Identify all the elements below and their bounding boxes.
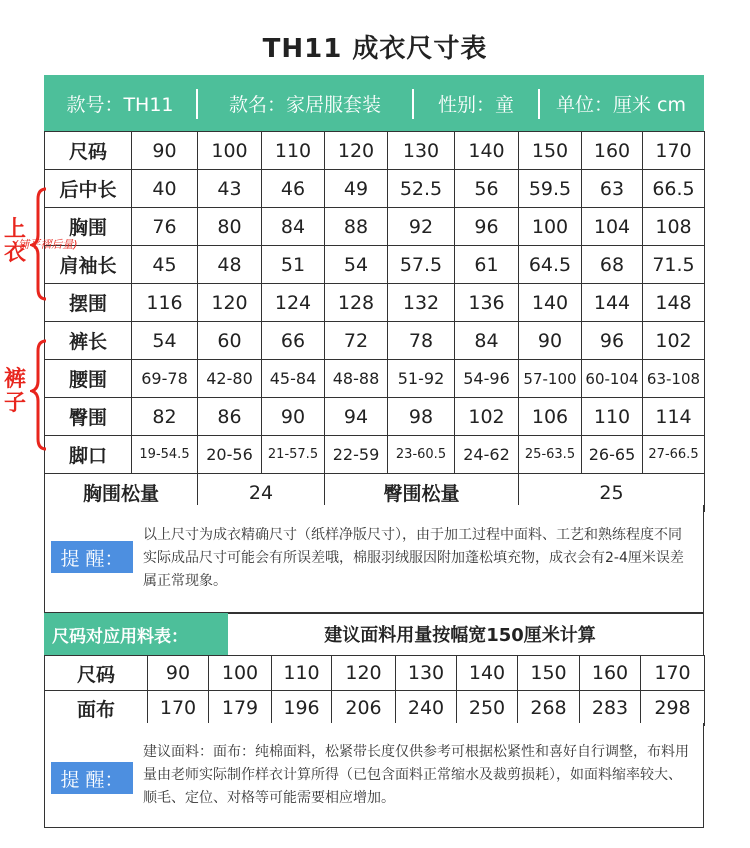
table-row: [45, 284, 705, 322]
value-cell: 104: [582, 208, 643, 246]
size-cell: 120: [325, 132, 388, 170]
value-cell: 140: [519, 284, 582, 322]
fabric-size-cell: 120: [332, 656, 396, 691]
fabric-size-cell: 130: [396, 656, 457, 691]
fabric-size-cell: 100: [209, 656, 272, 691]
value-cell: 108: [643, 208, 705, 246]
style-name: 款名：家居服套装: [228, 94, 381, 116]
fabric-value-cell: 298: [641, 691, 705, 726]
value-cell: 40: [132, 170, 198, 208]
value-cell: 136: [455, 284, 519, 322]
hip-ease-label: 臀围松量: [325, 474, 519, 512]
row-label: 后中长: [45, 170, 132, 208]
value-cell: 94: [325, 398, 388, 436]
value-cell: 51: [262, 246, 325, 284]
value-cell: 66.5: [643, 170, 705, 208]
pants-brace-icon: [32, 341, 46, 449]
value-cell: 63-108: [643, 360, 705, 398]
value-cell: 102: [643, 322, 705, 360]
value-cell: 124: [262, 284, 325, 322]
size-cell: 90: [132, 132, 198, 170]
value-cell: 60-104: [582, 360, 643, 398]
fabric-size-cell: 110: [272, 656, 332, 691]
fabric-heading: 建议面料用量按幅宽150厘米计算: [324, 625, 596, 646]
chest-ease-value: 24: [198, 474, 325, 512]
value-cell: 128: [325, 284, 388, 322]
value-cell: 96: [455, 208, 519, 246]
value-cell: 51-92: [388, 360, 455, 398]
value-cell: 57-100: [519, 360, 582, 398]
value-cell: 24-62: [455, 436, 519, 474]
size-cell: 100: [198, 132, 262, 170]
value-cell: 43: [198, 170, 262, 208]
fabric-size-cell: 90: [148, 656, 209, 691]
reminder-text: 以上尺寸为成衣精确尺寸（纸样净版尺寸），由于加工过程中面料、工艺和熟练程度不同实际成品尺寸可能会有所误差哦，棉服羽绒服因附加蓬松填充物，成衣会有2-4厘米误差属正常现象。: [143, 527, 684, 589]
value-cell: 54: [325, 246, 388, 284]
value-cell: 52.5: [388, 170, 455, 208]
value-cell: 69-78: [132, 360, 198, 398]
value-cell: 100: [519, 208, 582, 246]
pants-side-label: [4, 368, 28, 416]
fabric-tab: 尺码对应用料表：: [44, 613, 228, 655]
brace-lines: [30, 185, 50, 455]
fabric-size-cell: 170: [641, 656, 705, 691]
top-side-note: (铺平褶后量): [14, 238, 78, 251]
value-cell: 63: [582, 170, 643, 208]
unit: 单位：厘米 cm: [556, 94, 686, 116]
value-cell: 120: [198, 284, 262, 322]
fabric-size-row: [45, 656, 705, 691]
value-cell: 48-88: [325, 360, 388, 398]
size-cell: 150: [519, 132, 582, 170]
value-cell: 110: [582, 398, 643, 436]
value-cell: 25-63.5: [519, 436, 582, 474]
value-cell: 84: [455, 322, 519, 360]
row-label: 臀围: [45, 398, 132, 436]
size-cell: 160: [582, 132, 643, 170]
value-cell: 66: [262, 322, 325, 360]
chest-ease-label: 胸围松量: [45, 474, 198, 512]
value-cell: 96: [582, 322, 643, 360]
fabric-value-cell: 196: [272, 691, 332, 726]
value-cell: 20-56: [198, 436, 262, 474]
value-cell: 46: [262, 170, 325, 208]
row-label: 摆围: [45, 284, 132, 322]
value-cell: 48: [198, 246, 262, 284]
value-cell: 90: [519, 322, 582, 360]
value-cell: 19-54.5: [132, 436, 198, 474]
size-label: 尺码: [45, 132, 132, 170]
value-cell: 86: [198, 398, 262, 436]
value-cell: 61: [455, 246, 519, 284]
value-cell: 57.5: [388, 246, 455, 284]
fabric-size-label: 尺码: [45, 656, 148, 691]
fabric-value-cell: 206: [332, 691, 396, 726]
page-title: TH11 成衣尺寸表: [262, 34, 488, 64]
value-cell: 54: [132, 322, 198, 360]
top-label-text: 上衣: [4, 217, 27, 266]
value-cell: 59.5: [519, 170, 582, 208]
fabric-value-cell: 250: [457, 691, 518, 726]
table-row: [45, 436, 705, 474]
row-label: 肩袖长: [45, 246, 132, 284]
value-cell: 114: [643, 398, 705, 436]
header-bar: [44, 75, 704, 132]
fabric-size-cell: 150: [518, 656, 580, 691]
reminder-badge: 提 醒：: [51, 541, 133, 573]
value-cell: 76: [132, 208, 198, 246]
value-cell: 116: [132, 284, 198, 322]
value-cell: 144: [582, 284, 643, 322]
style-no: 款号：TH11: [66, 94, 174, 116]
value-cell: 26-65: [582, 436, 643, 474]
table-row: [45, 170, 705, 208]
gender: 性别：童: [437, 94, 514, 116]
size-cell: 140: [455, 132, 519, 170]
value-cell: 102: [455, 398, 519, 436]
value-cell: 21-57.5: [262, 436, 325, 474]
value-cell: 82: [132, 398, 198, 436]
fabric-label: 面布: [45, 691, 148, 726]
row-label: 脚口: [45, 436, 132, 474]
fabric-value-cell: 170: [148, 691, 209, 726]
value-cell: 60: [198, 322, 262, 360]
row-label: 裤长: [45, 322, 132, 360]
size-header-row: [45, 132, 705, 170]
value-cell: 98: [388, 398, 455, 436]
fabric-amount-row: [45, 691, 705, 726]
size-table: [44, 131, 705, 512]
fabric-size-cell: 140: [457, 656, 518, 691]
fabric-table: [44, 655, 705, 726]
value-cell: 23-60.5: [388, 436, 455, 474]
value-cell: 148: [643, 284, 705, 322]
value-cell: 132: [388, 284, 455, 322]
table-row: [45, 208, 705, 246]
row-label: 胸围: [45, 208, 132, 246]
value-cell: 88: [325, 208, 388, 246]
value-cell: 22-59: [325, 436, 388, 474]
value-cell: 71.5: [643, 246, 705, 284]
value-cell: 68: [582, 246, 643, 284]
hip-ease-value: 25: [519, 474, 705, 512]
value-cell: 27-66.5: [643, 436, 705, 474]
value-cell: 80: [198, 208, 262, 246]
value-cell: 106: [519, 398, 582, 436]
value-cell: 45: [132, 246, 198, 284]
table-row: [45, 360, 705, 398]
reminder-text-2: 建议面料：面布：纯棉面料，松紧带长度仅供参考可根据松紧性和喜好自行调整，布料用量由老师实际制作样衣计算所得（已包含面料正常缩水及裁剪损耗），如面料缩率较大、顺毛、定位、对格等可能需要相应增加。: [143, 744, 689, 806]
table-row: [45, 246, 705, 284]
value-cell: 84: [262, 208, 325, 246]
reminder-badge-2: 提 醒：: [51, 762, 133, 794]
fabric-value-cell: 283: [580, 691, 641, 726]
value-cell: 54-96: [455, 360, 519, 398]
size-cell: 170: [643, 132, 705, 170]
value-cell: 78: [388, 322, 455, 360]
fabric-value-cell: 268: [518, 691, 580, 726]
pants-label-text: 裤子: [4, 367, 27, 416]
fabric-size-cell: 160: [580, 656, 641, 691]
table-row: [45, 398, 705, 436]
value-cell: 72: [325, 322, 388, 360]
row-label: 腰围: [45, 360, 132, 398]
fabric-value-cell: 179: [209, 691, 272, 726]
value-cell: 45-84: [262, 360, 325, 398]
value-cell: 42-80: [198, 360, 262, 398]
size-cell: 130: [388, 132, 455, 170]
value-cell: 90: [262, 398, 325, 436]
value-cell: 49: [325, 170, 388, 208]
value-cell: 56: [455, 170, 519, 208]
value-cell: 64.5: [519, 246, 582, 284]
size-cell: 110: [262, 132, 325, 170]
value-cell: 92: [388, 208, 455, 246]
table-row: [45, 322, 705, 360]
fabric-value-cell: 240: [396, 691, 457, 726]
